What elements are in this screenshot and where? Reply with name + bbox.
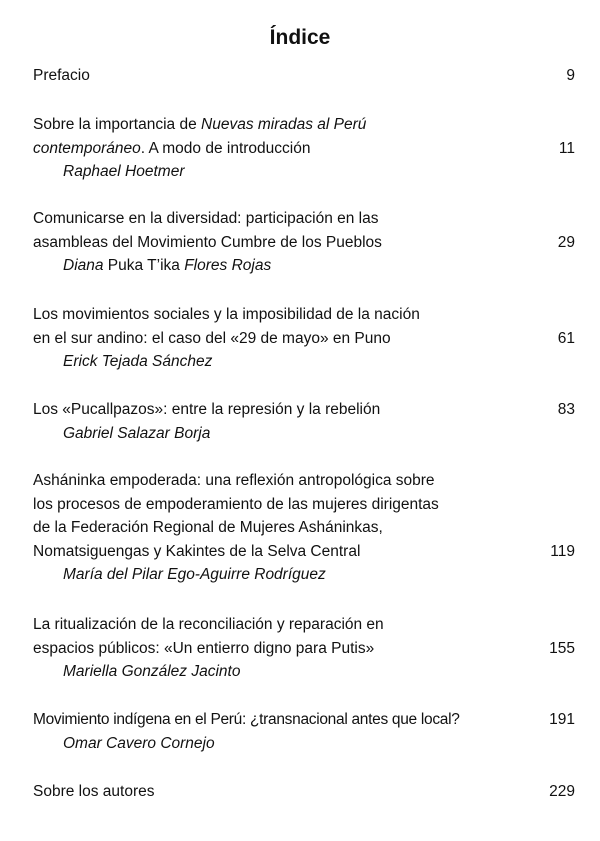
- page-number: 29: [557, 233, 575, 251]
- page-number: 119: [550, 542, 575, 560]
- entry-title: los procesos de empoderamiento de las mujeres dirigentas: [33, 495, 439, 513]
- page-number: 155: [549, 639, 575, 657]
- entry-author: Mariella González Jacinto: [63, 663, 241, 680]
- toc-entry: [33, 207, 575, 278]
- entry-title: La ritualización de la reconciliación y reparación en: [33, 616, 384, 633]
- toc-entry: [33, 613, 575, 684]
- entry-author: Omar Cavero Cornejo: [63, 734, 215, 752]
- toc-entry: [33, 303, 575, 374]
- page-number: 191: [549, 711, 575, 728]
- entry-title: Nomatsiguengas y Kakintes de la Selva Central: [33, 542, 361, 560]
- page-number: 11: [558, 139, 575, 157]
- toc-entry: [33, 469, 575, 587]
- book-title: contemporáneo: [33, 139, 141, 157]
- page-title: Índice: [269, 26, 331, 49]
- entry-title: Prefacio: [33, 67, 90, 84]
- toc-entry: [33, 708, 575, 755]
- page-number: 229: [549, 783, 575, 800]
- toc-entry: [33, 398, 575, 445]
- entry-title: Sobre los autores: [33, 783, 155, 800]
- entry-author: Raphael Hoetmer: [63, 163, 185, 180]
- entry-author: Diana Puka T’ika Flores Rojas: [63, 257, 272, 274]
- entry-title: Comunicarse en la diversidad: participación en las: [33, 210, 379, 227]
- entry-title: Los movimientos sociales y la imposibilidad de la nación: [33, 306, 420, 323]
- page-number: 61: [557, 329, 575, 347]
- entry-author: Gabriel Salazar Borja: [63, 424, 211, 442]
- entry-title: asambleas del Movimiento Cumbre de los Pueblos: [33, 233, 382, 251]
- toc-entry: [33, 780, 575, 804]
- entry-title: espacios públicos: «Un entierro digno para Putis»: [33, 639, 375, 657]
- entry-title: en el sur andino: el caso del «29 de mayo» en Puno: [33, 329, 391, 347]
- entry-author: María del Pilar Ego-Aguirre Rodríguez: [63, 566, 326, 583]
- toc-entry: [33, 64, 575, 88]
- entry-title: . A modo de introducción: [140, 139, 311, 157]
- entry-title: de la Federación Regional de Mujeres Asháninkas,: [33, 519, 383, 536]
- entry-title: Sobre la importancia de: [33, 116, 202, 133]
- entry-title: Movimiento indígena en el Perú: ¿transnacional antes que local?: [33, 711, 460, 728]
- page-number: 9: [566, 67, 575, 84]
- toc-entry: [33, 113, 575, 184]
- book-title: Nuevas miradas al Perú: [201, 116, 367, 133]
- entry-title: Los «Pucallpazos»: entre la represión y la rebelión: [33, 401, 381, 418]
- entry-title: Asháninka empoderada: una reflexión antropológica sobre: [33, 472, 435, 489]
- page-number: 83: [557, 401, 575, 418]
- entry-author: Erick Tejada Sánchez: [63, 353, 213, 370]
